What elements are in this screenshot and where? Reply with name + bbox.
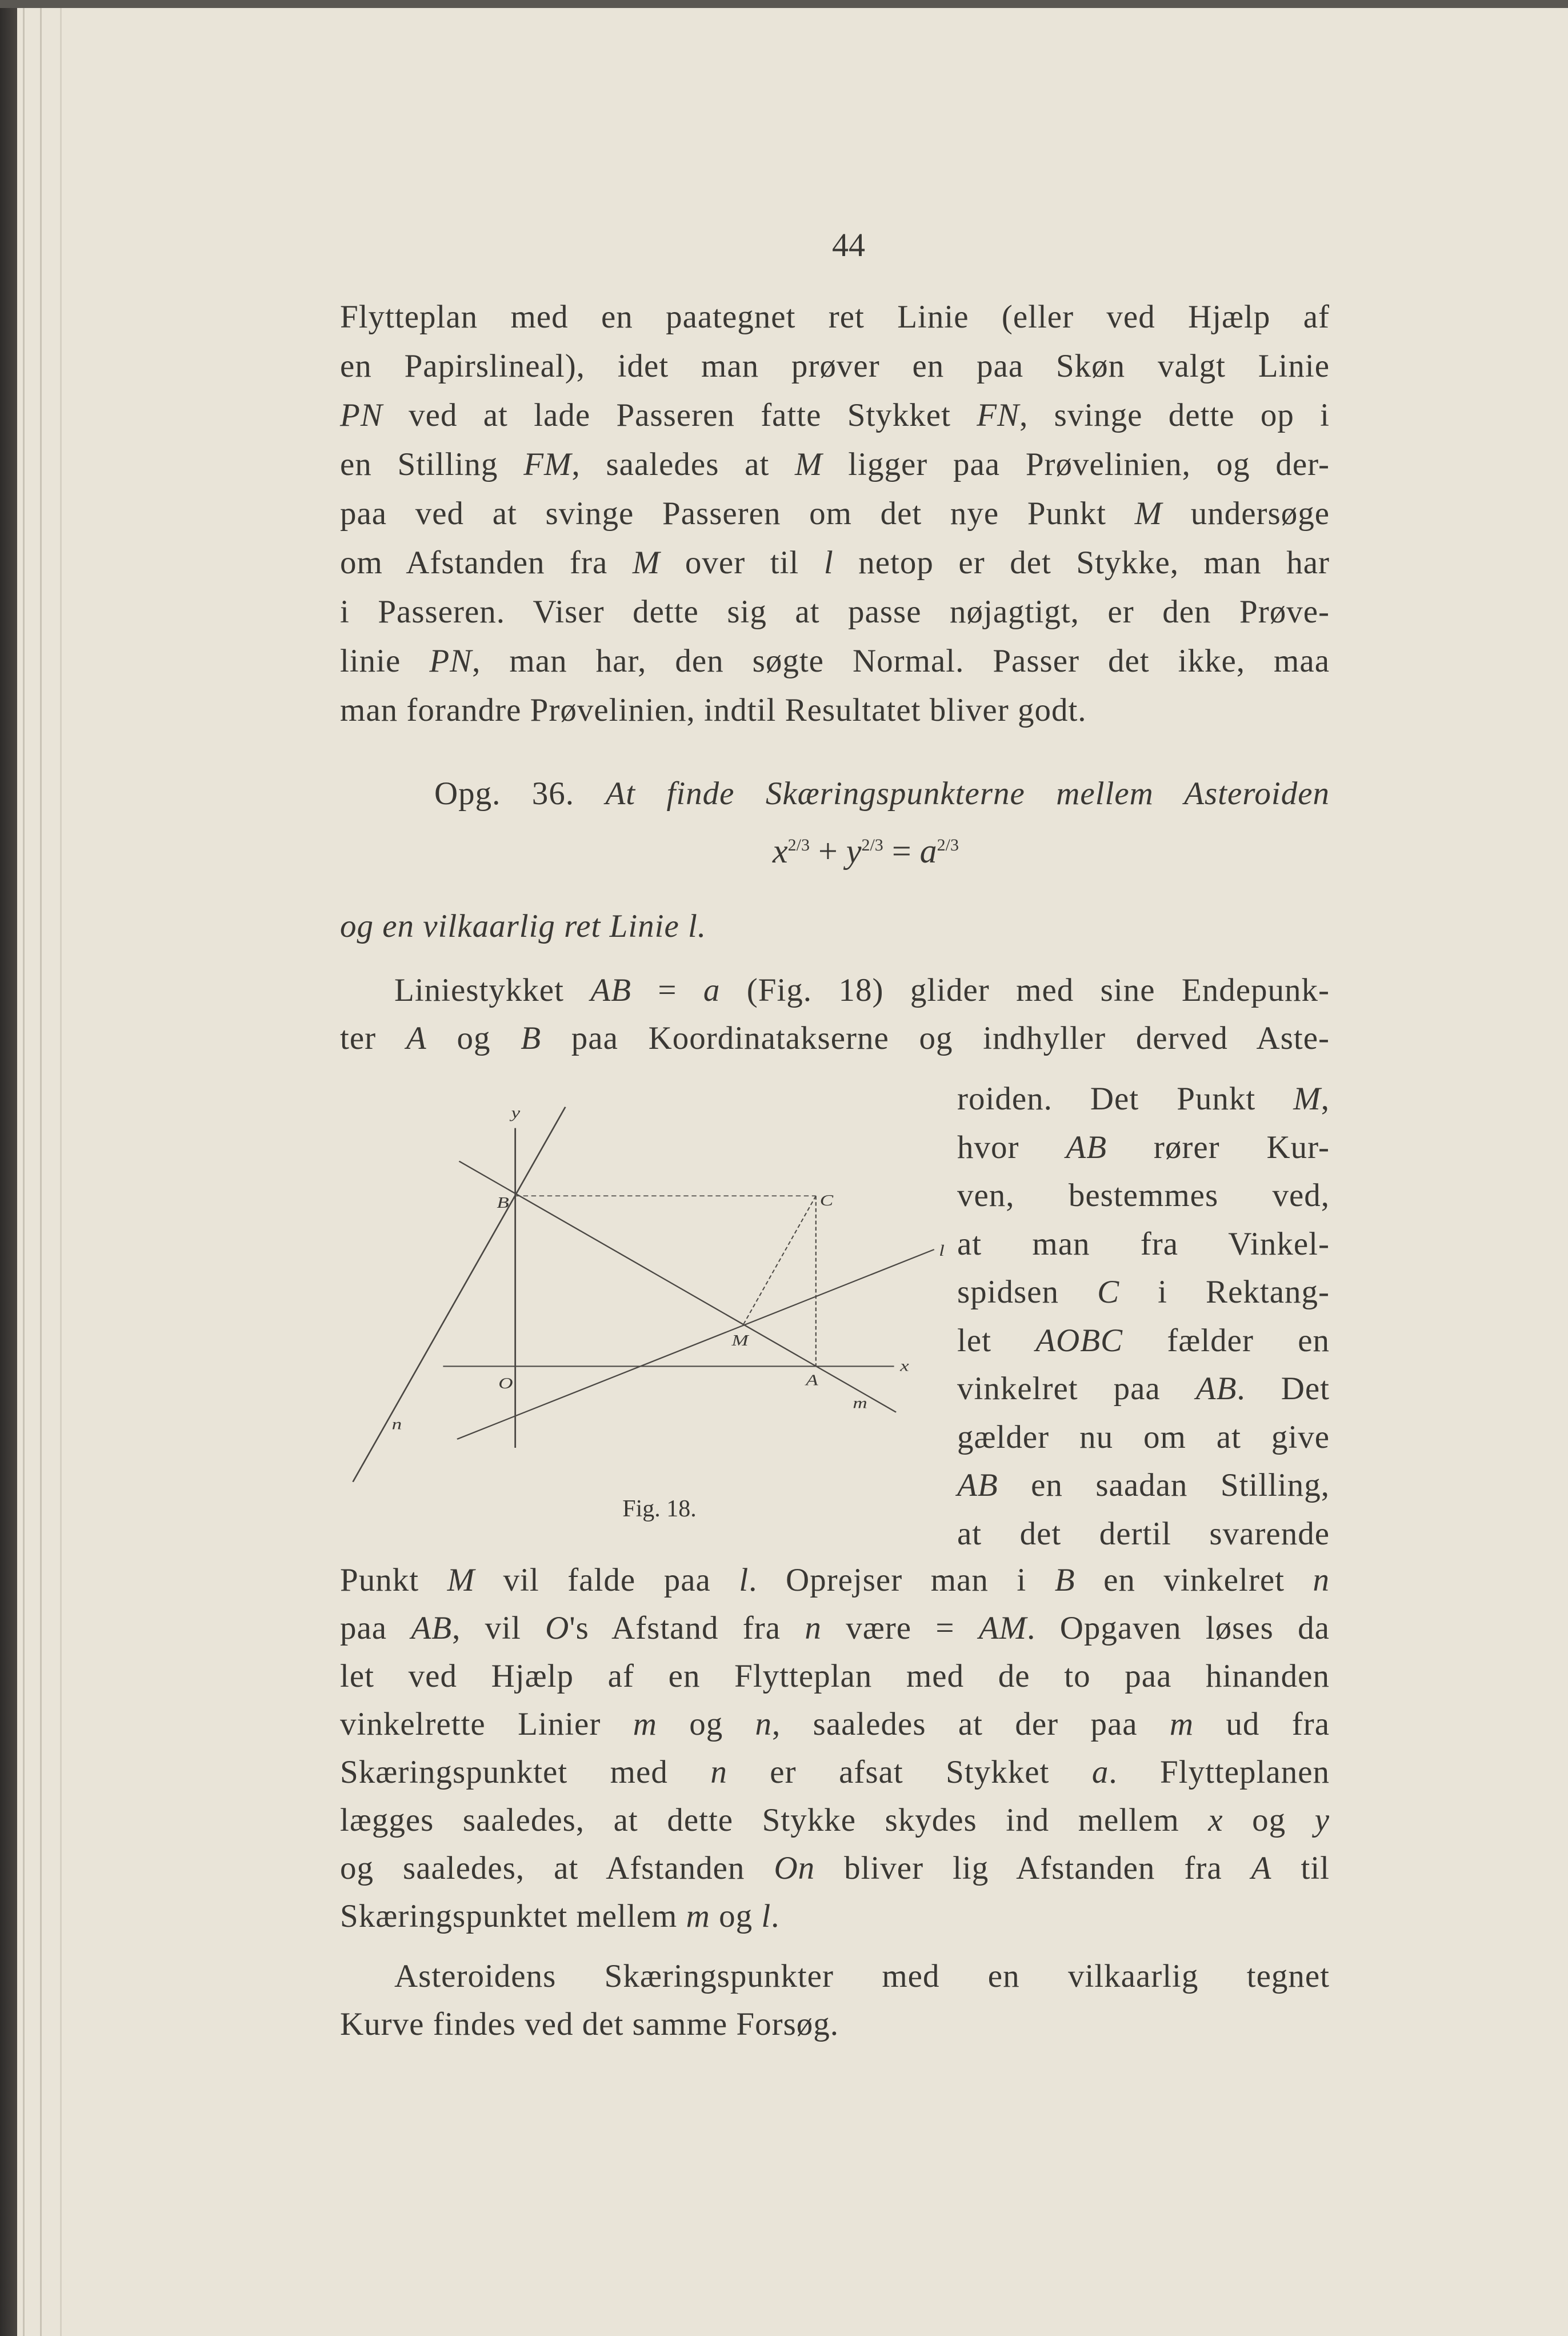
label-m-point: M — [731, 1331, 749, 1349]
italic-symbol: n — [1313, 1562, 1330, 1598]
text-run: paa — [340, 1610, 411, 1646]
exponent: 2/3 — [787, 836, 810, 854]
italic-symbol: AB — [411, 1610, 453, 1646]
text-run: er afsat Stykket — [727, 1754, 1092, 1790]
exponent: 2/3 — [861, 836, 883, 854]
label-x: x — [900, 1357, 909, 1375]
label-a: A — [806, 1371, 818, 1389]
text-run: Liniestykket — [394, 972, 591, 1008]
italic-symbol: l — [739, 1562, 749, 1598]
italic-symbol: l — [761, 1898, 771, 1934]
para1-line — [340, 589, 1330, 635]
text-run: rører Kur- — [1107, 1129, 1330, 1165]
text-run: og — [657, 1706, 755, 1742]
para2-rest-line — [340, 1558, 1330, 1603]
para1-line — [340, 344, 1330, 389]
text-run: vil falde paa — [475, 1562, 739, 1598]
italic-symbol: O — [545, 1610, 570, 1646]
para2-rest-line — [340, 1702, 1330, 1747]
text-run: roiden. Det Punkt — [957, 1081, 1294, 1117]
para2-narrow-line — [957, 1463, 1330, 1508]
text-run: hvor — [957, 1129, 1066, 1165]
para1-line — [340, 688, 1087, 733]
text-run: fælder en — [1123, 1322, 1330, 1359]
text-run: spidsen — [957, 1274, 1098, 1310]
para2-rest-line — [340, 1606, 1330, 1651]
text-run: i Passeren. Viser dette sig at passe nøjagtigt, er den Prøve- — [340, 594, 1330, 630]
text-run: en Stilling — [340, 446, 524, 482]
page-number: 44 — [832, 226, 865, 263]
italic-symbol: AOBC — [1035, 1322, 1123, 1359]
formula-plus: + — [818, 832, 838, 870]
italic-symbol: x — [1208, 1802, 1223, 1838]
italic-symbol: M — [447, 1562, 475, 1598]
italic-symbol: B — [521, 1020, 542, 1056]
text-run: over til — [660, 545, 824, 581]
para2-narrow-line — [957, 1076, 1330, 1122]
page-edge — [40, 0, 42, 2336]
dashed-cm — [744, 1196, 816, 1324]
para2-rest-line — [340, 1894, 779, 1939]
exponent: 2/3 — [937, 836, 959, 854]
text-run: . Oprejser man i — [749, 1562, 1055, 1598]
page-edge — [60, 0, 62, 2336]
italic-symbol: m — [633, 1706, 657, 1742]
text-run: ven, bestemmes ved, — [957, 1177, 1330, 1213]
italic-symbol: On — [774, 1850, 815, 1886]
italic-symbol: AB — [590, 972, 631, 1008]
para2-narrow-line — [957, 1511, 1330, 1557]
italic-symbol: M — [1293, 1081, 1321, 1117]
text-run: til — [1271, 1850, 1330, 1886]
italic-symbol: AB — [1195, 1371, 1237, 1407]
para3-line — [340, 2002, 839, 2047]
line-n — [353, 1107, 566, 1482]
text-run: , man har, den søgte Normal. Passer det ikke, maa — [472, 643, 1330, 679]
italic-symbol: l — [823, 545, 834, 581]
text-run: ter — [340, 1020, 406, 1056]
text-run: om Afstanden fra — [340, 545, 633, 581]
para2-narrow-line — [957, 1173, 1330, 1219]
asteroid-equation — [723, 832, 1009, 871]
para1-line — [340, 294, 1330, 340]
para2-rest-line — [340, 1798, 1330, 1843]
text-run: let — [957, 1322, 1036, 1359]
text-run: og — [710, 1898, 762, 1934]
text-run: = — [631, 972, 703, 1008]
text-run: linie — [340, 643, 430, 679]
italic-symbol: AB — [1066, 1129, 1107, 1165]
text-run: Kurve findes ved det samme Forsøg. — [340, 2006, 839, 2042]
text-run: ved at lade Passeren fatte Stykket — [382, 397, 977, 433]
formula-y: y — [846, 832, 862, 870]
text-run: at man fra Vinkel- — [957, 1225, 1330, 1262]
text-run: . Opgaven løses da — [1027, 1610, 1330, 1646]
italic-symbol: B — [1054, 1562, 1075, 1598]
para1-line — [340, 393, 1330, 438]
text-run: bliver lig Afstanden fra — [815, 1850, 1251, 1886]
book-spine — [0, 0, 17, 2336]
text-run: vinkelret paa — [957, 1371, 1196, 1407]
text-run: paa Koordinatakserne og indhyller derved Aste- — [541, 1020, 1330, 1056]
label-m-line: m — [853, 1394, 867, 1412]
italic-symbol: m — [686, 1898, 710, 1934]
text-run: , vil — [452, 1610, 546, 1646]
para2-narrow-line — [957, 1269, 1330, 1315]
text-run: i Rektang- — [1119, 1274, 1330, 1310]
text-run: let ved Hjælp af en Flytteplan med de to paa hinanden — [340, 1658, 1330, 1694]
text-run: en vinkelret — [1075, 1562, 1313, 1598]
italic-symbol: FM — [523, 446, 572, 482]
text-run: vinkelrette Linier — [340, 1706, 633, 1742]
italic-symbol: a — [1091, 1754, 1109, 1790]
page-edge — [23, 0, 25, 2336]
para1-line — [340, 638, 1330, 684]
italic-symbol: m — [1169, 1706, 1194, 1742]
italic-symbol: a — [703, 972, 721, 1008]
problem-line — [434, 771, 1330, 817]
italic-symbol: AB — [957, 1467, 998, 1503]
text-run: man forandre Prøvelinien, indtil Resultatet bliver godt. — [340, 692, 1087, 728]
text-run: være = — [821, 1610, 979, 1646]
para2-rest-line — [340, 1846, 1330, 1891]
label-y: y — [511, 1104, 521, 1121]
text-run: gælder nu om at give — [957, 1419, 1330, 1455]
formula-equals: = — [891, 832, 911, 870]
text-run: , svinge dette op i — [1019, 397, 1330, 433]
text-run: en saadan Stilling, — [998, 1467, 1330, 1503]
para2-full-line — [340, 1016, 1330, 1061]
figure-18 — [343, 1057, 971, 1543]
para2-narrow-line — [957, 1125, 1330, 1171]
label-n: n — [391, 1415, 402, 1433]
italic-symbol: C — [1097, 1274, 1120, 1310]
text-run: (Fig. 18) glider med sine Endepunk- — [720, 972, 1330, 1008]
italic-symbol: A — [1251, 1850, 1272, 1886]
para2-narrow-line — [957, 1318, 1330, 1364]
figure-caption: Fig. 18. — [622, 1496, 697, 1522]
text-run: , saaledes at — [571, 446, 795, 482]
italic-symbol: og en vilkaarlig ret Linie l. — [340, 908, 707, 944]
italic-symbol: y — [1314, 1802, 1330, 1838]
italic-symbol: FN — [977, 397, 1020, 433]
italic-symbol: M — [1134, 496, 1163, 532]
para1-line — [340, 540, 1330, 586]
italic-symbol: PN — [429, 643, 473, 679]
para2-full-line — [394, 968, 1330, 1013]
formula-a: a — [919, 832, 937, 870]
text-run: Asteroidens Skæringspunkter med en vilkaarlig tegnet — [394, 1958, 1330, 1994]
para2-rest-line — [340, 1750, 1330, 1795]
para1-line — [340, 442, 1330, 488]
text-run: ligger paa Prøvelinien, og der- — [822, 446, 1330, 482]
italic-symbol: n — [805, 1610, 822, 1646]
text-run: ud fra — [1194, 1706, 1330, 1742]
text-run: . Det — [1237, 1371, 1330, 1407]
label-o: O — [498, 1374, 513, 1392]
italic-symbol: A — [406, 1020, 427, 1056]
text-run: paa ved at svinge Passeren om det nye Punkt — [340, 496, 1135, 532]
italic-symbol: n — [755, 1706, 773, 1742]
para2-narrow-line — [957, 1415, 1330, 1460]
text-run: 's Afstand fra — [569, 1610, 805, 1646]
text-run: og — [426, 1020, 521, 1056]
text-run: at det dertil svarende — [957, 1515, 1330, 1552]
label-b: B — [497, 1193, 509, 1211]
italic-symbol: M — [795, 446, 823, 482]
label-c: C — [819, 1191, 834, 1209]
text-run: en Papirslineal), idet man prøver en paa Skøn valgt Linie — [340, 348, 1330, 384]
text-run: Opg. 36. — [434, 776, 606, 812]
text-run: , saaledes at der paa — [772, 1706, 1170, 1742]
text-run: undersøge — [1162, 496, 1330, 532]
text-run: lægges saaledes, at dette Stykke skydes ind mellem — [340, 1802, 1209, 1838]
text-run: Punkt — [340, 1562, 447, 1598]
para3-line — [394, 1954, 1330, 1999]
text-run: netop er det Stykke, man har — [833, 545, 1330, 581]
italic-symbol: n — [710, 1754, 727, 1790]
italic-symbol: AM — [978, 1610, 1027, 1646]
text-run: og saaledes, at Afstanden — [340, 1850, 774, 1886]
para2-narrow-line — [957, 1366, 1330, 1412]
para2-rest-line — [340, 1654, 1330, 1699]
problem-end-line — [340, 904, 706, 949]
text-run: og — [1223, 1802, 1315, 1838]
text-run: Skæringspunktet med — [340, 1754, 711, 1790]
text-run: . — [771, 1898, 780, 1934]
para2-narrow-line — [957, 1221, 1330, 1267]
italic-symbol: At finde Skæringspunkterne mellem Asteroiden — [605, 776, 1330, 812]
text-run: , — [1321, 1081, 1330, 1117]
para1-line — [340, 491, 1330, 537]
text-run: Flytteplan med en paategnet ret Linie (eller ved Hjælp af — [340, 299, 1330, 335]
text-run: Skæringspunktet mellem — [340, 1898, 686, 1934]
italic-symbol: PN — [340, 397, 383, 433]
label-l: l — [939, 1241, 945, 1259]
formula-x: x — [773, 832, 788, 870]
italic-symbol: M — [632, 545, 661, 581]
text-run: . Flytteplanen — [1109, 1754, 1330, 1790]
top-edge — [0, 0, 1568, 8]
